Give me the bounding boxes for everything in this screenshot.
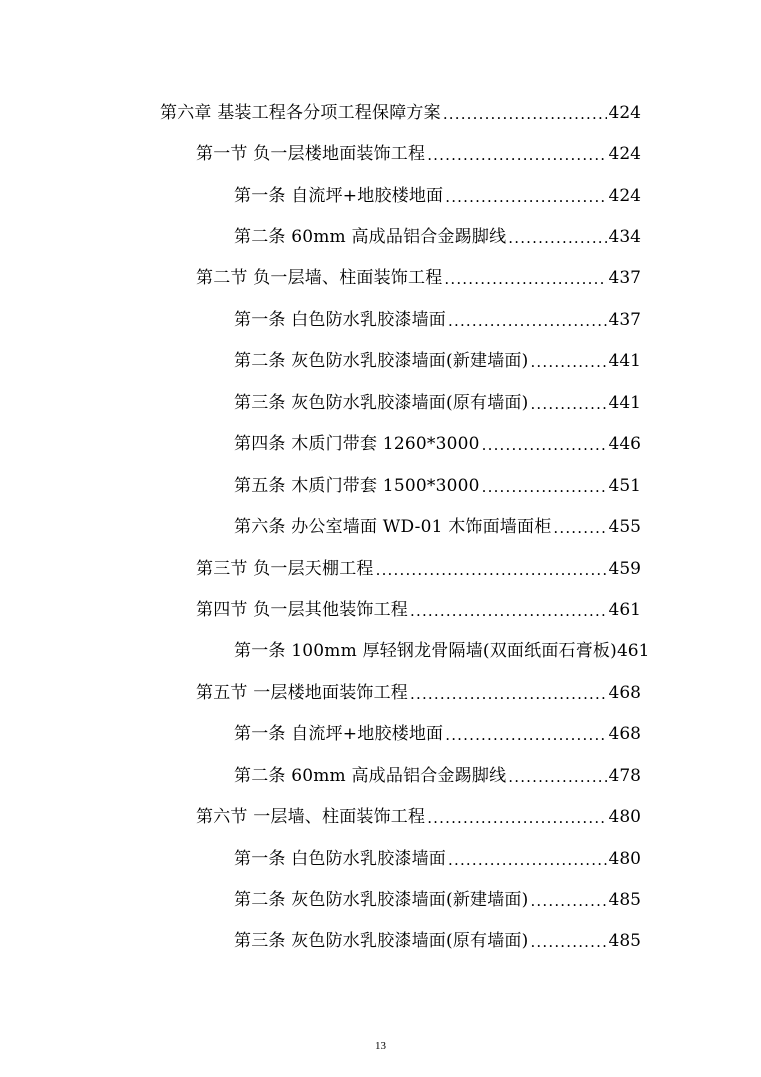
toc-entry-title: 第一条 白色防水乳胶漆墙面 bbox=[234, 848, 447, 869]
page-number: 13 bbox=[375, 1040, 386, 1052]
toc-dot-leader bbox=[448, 848, 607, 870]
toc-entry[interactable] bbox=[0, 714, 641, 755]
toc-entry-title: 第三条 灰色防水乳胶漆墙面(原有墙面) bbox=[234, 931, 529, 952]
toc-dot-leader bbox=[530, 350, 606, 372]
toc-dot-leader bbox=[482, 433, 607, 455]
toc-entry-page: 485 bbox=[608, 931, 641, 952]
toc-entry-page: 424 bbox=[608, 185, 641, 206]
toc-entry[interactable] bbox=[0, 424, 641, 465]
toc-entry[interactable] bbox=[0, 216, 641, 257]
toc-entry-title: 第五节 一层楼地面装饰工程 bbox=[196, 682, 409, 703]
toc-entry-page: 441 bbox=[608, 351, 641, 372]
toc-entry[interactable] bbox=[0, 133, 641, 174]
toc-dot-leader bbox=[410, 599, 607, 621]
toc-entry[interactable] bbox=[0, 465, 641, 506]
toc-entry-title: 第四条 木质门带套 1260*3000 bbox=[234, 434, 480, 455]
toc-entry-page: 461 bbox=[616, 641, 650, 662]
toc-entry[interactable] bbox=[0, 796, 641, 837]
toc-entry[interactable] bbox=[0, 921, 641, 962]
toc-dot-leader bbox=[448, 309, 607, 331]
toc-dot-leader bbox=[410, 682, 607, 704]
toc-entry-page: 424 bbox=[608, 144, 641, 165]
toc-dot-leader bbox=[427, 143, 606, 165]
toc-entry[interactable] bbox=[0, 838, 641, 879]
toc-entry-page: 459 bbox=[608, 558, 641, 579]
toc-entry-page: 480 bbox=[608, 848, 641, 869]
toc-dot-leader bbox=[530, 889, 606, 911]
toc-entry-page: 424 bbox=[608, 102, 641, 123]
toc-entry[interactable] bbox=[0, 755, 641, 796]
toc-entry-title: 第三条 灰色防水乳胶漆墙面(原有墙面) bbox=[234, 392, 529, 413]
toc-entry[interactable] bbox=[0, 92, 641, 133]
toc-dot-leader bbox=[427, 806, 606, 828]
toc-entry[interactable] bbox=[0, 589, 641, 630]
toc-entry-page: 485 bbox=[608, 890, 641, 911]
toc-dot-leader bbox=[530, 392, 606, 414]
toc-entry[interactable] bbox=[0, 672, 641, 713]
toc-entry-title: 第二条 60mm 高成品铝合金踢脚线 bbox=[234, 227, 507, 248]
toc-entry[interactable] bbox=[0, 506, 641, 547]
toc-entry-title: 第二条 60mm 高成品铝合金踢脚线 bbox=[234, 765, 507, 786]
toc-entry[interactable] bbox=[0, 341, 641, 382]
toc-dot-leader bbox=[553, 516, 606, 538]
toc-entry-page: 480 bbox=[608, 807, 641, 828]
toc-entry[interactable] bbox=[0, 382, 641, 423]
toc-entry-title: 第一条 自流坪+地胶楼地面 bbox=[234, 724, 444, 745]
toc-entry-page: 434 bbox=[608, 227, 641, 248]
toc-entry-title: 第二节 负一层墙、柱面装饰工程 bbox=[196, 268, 443, 289]
toc-dot-leader bbox=[443, 102, 607, 124]
toc-dot-leader bbox=[444, 267, 606, 289]
toc-entry-title: 第五条 木质门带套 1500*3000 bbox=[234, 475, 480, 496]
toc-entry[interactable] bbox=[0, 548, 641, 589]
toc-entry-title: 第三节 负一层天棚工程 bbox=[196, 558, 374, 579]
toc-entry[interactable] bbox=[0, 299, 641, 340]
toc-entry-title: 第六条 办公室墙面 WD-01 木饰面墙面柜 bbox=[234, 517, 552, 538]
toc-entry[interactable] bbox=[0, 258, 641, 299]
toc-entry-page: 455 bbox=[608, 517, 641, 538]
toc-dot-leader bbox=[445, 185, 606, 207]
toc-entry-page: 461 bbox=[608, 599, 641, 620]
toc-entry-title: 第二条 灰色防水乳胶漆墙面(新建墙面) bbox=[234, 351, 529, 372]
toc-dot-leader bbox=[508, 765, 606, 787]
toc-entry[interactable] bbox=[0, 879, 641, 920]
toc-entry-title: 第四节 负一层其他装饰工程 bbox=[196, 599, 409, 620]
toc-entry-page: 437 bbox=[608, 309, 641, 330]
toc-entry-page: 468 bbox=[608, 724, 641, 745]
toc-entry-page: 441 bbox=[608, 392, 641, 413]
toc-entry[interactable] bbox=[0, 175, 641, 216]
toc-entry-title: 第一条 白色防水乳胶漆墙面 bbox=[234, 309, 447, 330]
toc-entry-page: 478 bbox=[608, 765, 641, 786]
toc-dot-leader bbox=[482, 475, 607, 497]
toc-entry-title: 第一条 100mm 厚轻钢龙骨隔墙(双面纸面石膏板) bbox=[234, 641, 617, 662]
toc-entry-title: 第一节 负一层楼地面装饰工程 bbox=[196, 144, 426, 165]
toc-entry-page: 468 bbox=[608, 682, 641, 703]
toc-entry-page: 446 bbox=[608, 434, 641, 455]
toc-dot-leader bbox=[508, 226, 606, 248]
table-of-contents bbox=[0, 92, 761, 962]
toc-entry-title: 第六节 一层墙、柱面装饰工程 bbox=[196, 807, 426, 828]
toc-dot-leader bbox=[376, 558, 607, 580]
toc-entry-title: 第六章 基装工程各分项工程保障方案 bbox=[160, 102, 441, 123]
toc-entry-title: 第二条 灰色防水乳胶漆墙面(新建墙面) bbox=[234, 890, 529, 911]
toc-entry-page: 451 bbox=[608, 475, 641, 496]
toc-dot-leader bbox=[530, 930, 606, 952]
toc-entry[interactable] bbox=[0, 631, 650, 672]
toc-entry-title: 第一条 自流坪+地胶楼地面 bbox=[234, 185, 444, 206]
toc-dot-leader bbox=[445, 723, 606, 745]
toc-entry-page: 437 bbox=[608, 268, 641, 289]
